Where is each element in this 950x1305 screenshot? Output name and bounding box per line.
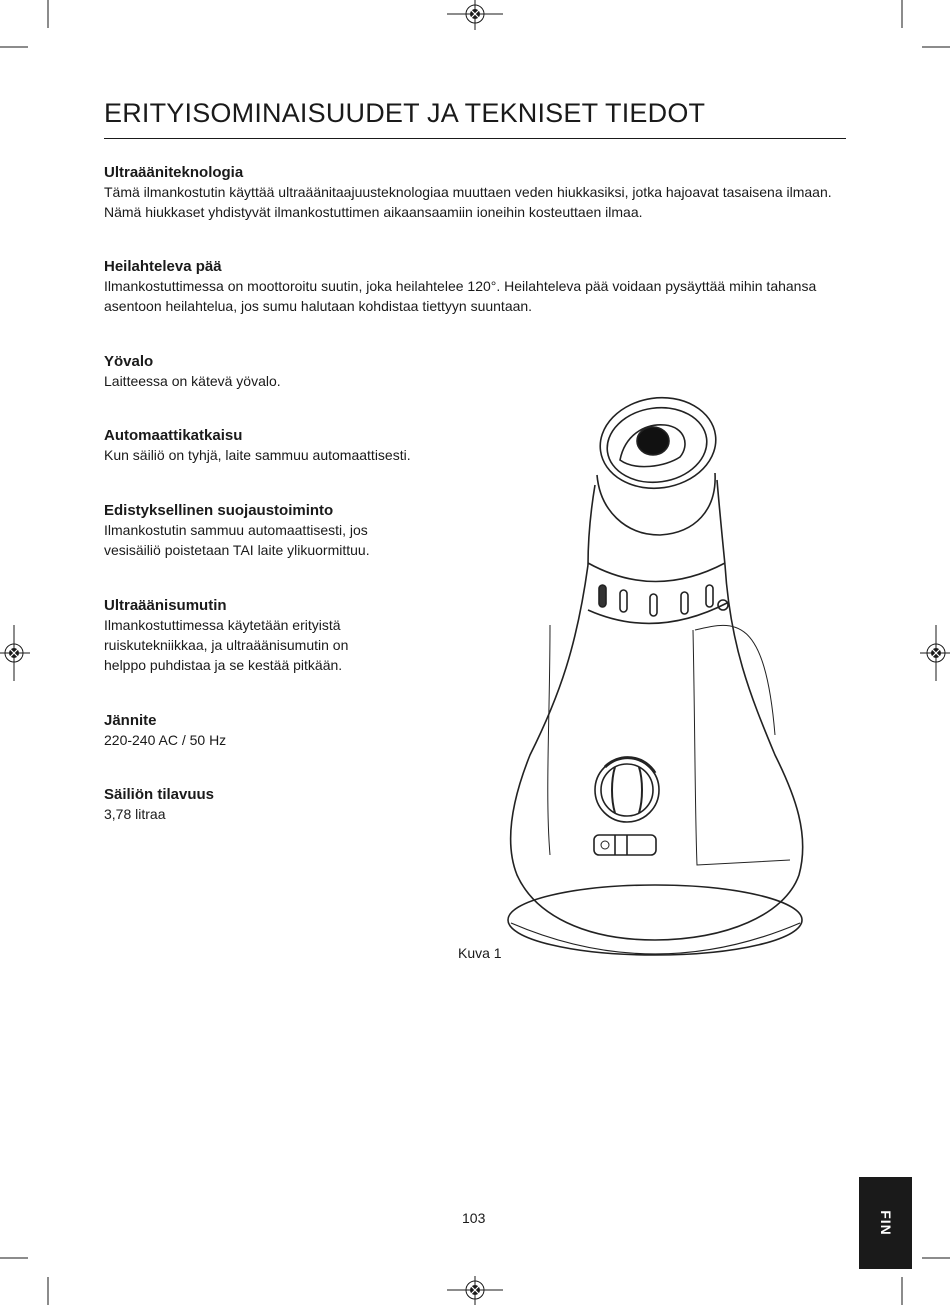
section-voltage xyxy=(104,711,414,750)
page-title: ERITYISOMINAISUUDET JA TEKNISET TIEDOT xyxy=(104,98,706,128)
section-heading: Edistyksellinen suojaustoiminto xyxy=(104,502,334,519)
page-number: 103 xyxy=(462,1210,486,1226)
section-oscillating-head xyxy=(104,257,844,316)
section-text: Ilmankostuttimessa on moottoroitu suutin, joka heilahtelee 120°. Heilahteleva pää voidaan pysäyttää mihin tahansa asentoon heilahtelua, jos sumu halutaan kohdistaa tiettyyn suuntaan. xyxy=(104,278,817,314)
humidifier-illustration-icon xyxy=(505,395,810,985)
language-tab-label: FIN xyxy=(877,1210,894,1236)
title-divider xyxy=(104,138,846,139)
figure-caption: Kuva 1 xyxy=(458,945,502,961)
section-heading: Säiliön tilavuus xyxy=(104,786,215,803)
section-text: Tämä ilmankostutin käyttää ultraäänitaajuusteknologiaa muuttaen veden hiukkasiksi, jotka hajoavat tasaisena ilmaan. Nämä hiukkaset yhdistyvät ilmankostuttimen aikaansaamiin ioneihin kosteuttaen ilmaa. xyxy=(104,184,832,220)
section-heading: Ultraääniteknologia xyxy=(104,164,244,181)
section-tank-capacity xyxy=(104,785,414,824)
section-text: Laitteessa on kätevä yövalo. xyxy=(104,373,281,389)
section-heading: Heilahteleva pää xyxy=(104,258,222,275)
registration-mark-icon xyxy=(447,1276,503,1305)
section-text: Ilmankostuttimessa käytetään erityistä ruiskutekniikkaa, ja ultraäänisumutin on helppo puhdistaa ja se kestää pitkään. xyxy=(104,617,349,673)
section-night-light xyxy=(104,352,844,391)
section-ultrasonic-technology xyxy=(104,163,844,222)
registration-mark-icon xyxy=(0,625,30,681)
registration-mark-icon xyxy=(447,0,503,30)
section-ultrasonic-atomizer xyxy=(104,596,394,675)
section-heading: Ultraäänisumutin xyxy=(104,597,227,614)
registration-mark-icon xyxy=(920,625,950,681)
section-text: Kun säiliö on tyhjä, laite sammuu automaattisesti. xyxy=(104,447,411,463)
section-heading: Yövalo xyxy=(104,353,154,370)
section-protection xyxy=(104,501,414,560)
section-heading: Jännite xyxy=(104,712,157,729)
language-tab xyxy=(859,1177,912,1269)
section-text: Ilmankostutin sammuu automaattisesti, jos vesisäiliö poistetaan TAI laite ylikuormittuu. xyxy=(104,522,370,558)
section-text: 3,78 litraa xyxy=(104,806,166,822)
section-heading: Automaattikatkaisu xyxy=(104,427,243,444)
section-text: 220-240 AC / 50 Hz xyxy=(104,732,227,748)
